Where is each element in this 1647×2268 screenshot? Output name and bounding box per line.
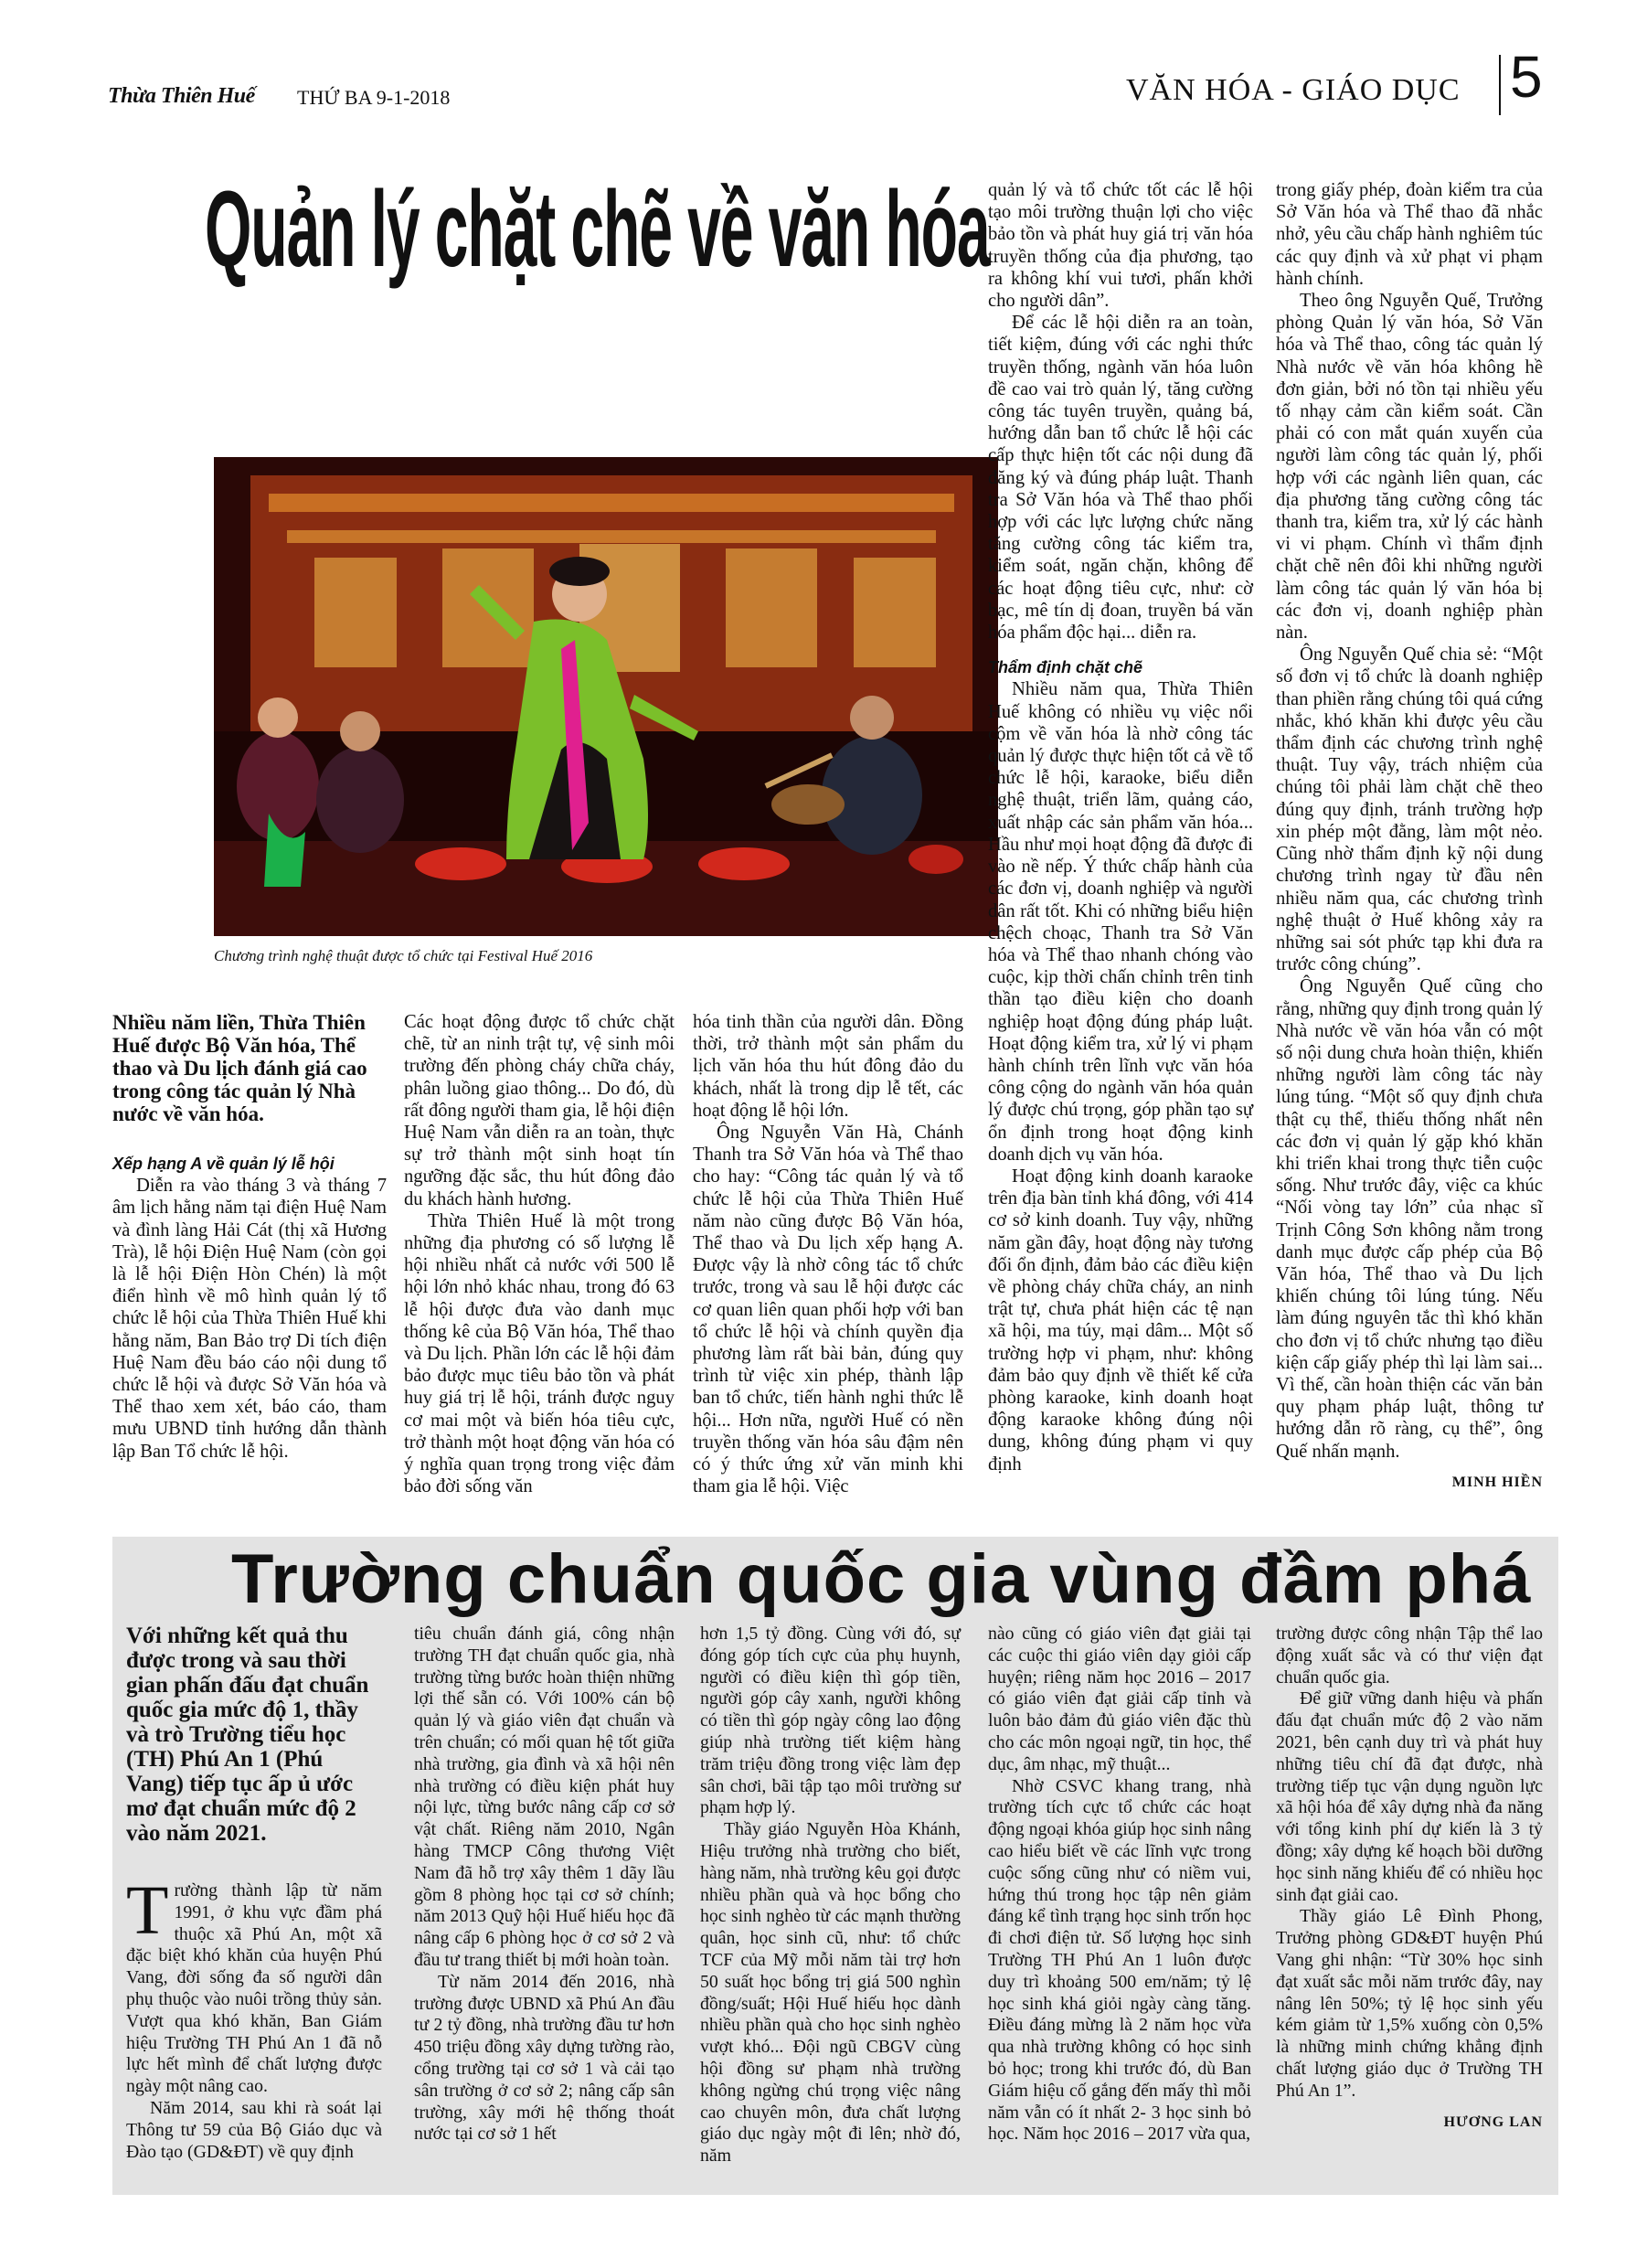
article1-headline: Quản lý chặt chẽ về văn hóa: [205, 169, 990, 290]
article1-column-3: [693, 1011, 963, 1497]
article1-byline: MINH HIỀN: [1451, 1474, 1543, 1490]
article2-paragraph: Từ năm 2014 đến 2016, nhà trường được UBND xã Phú An đầu tư 2 tỷ đồng, nhà trường đầu tư hơn 450 triệu đồng xây dựng tường rào, cổng trường tại cơ sở 1 và cải tạo sân trường ở cơ sở 2; nâng cấp sân trường, xây mới hệ thống thoát nước tại cơ sở 1 hết: [414, 1971, 675, 2145]
dropcap: T: [126, 1872, 169, 1949]
article2-paragraph: hơn 1,5 tỷ đồng. Cùng với đó, sự đóng góp tích cực của phụ huynh, người có điều kiện thì góp tiền, người góp cây xanh, người không có tiền thì góp ngày công lao động giúp nhà trường tiết kiệm hàng trăm triệu đồng trong việc làm đẹp sân chơi, bãi tập tạo môi trường sư phạm hợp lý.: [700, 1624, 961, 1818]
article1-paragraph: hóa tinh thần của người dân. Đồng thời, trở thành một sản phẩm du lịch văn hóa thu hút đông đảo du khách, nhất là trong dịp lễ tết, các hoạt động lễ hội lớn.: [693, 1012, 963, 1121]
article2-paragraph: nào cũng có giáo viên đạt giải tại các cuộc thi giáo viên dạy giỏi cấp huyện; riêng năm học 2016 – 2017 có giáo viên đạt giải cấp tỉnh và luôn bảo đảm đủ giáo viên đặc thù cho các môn ngoại ngữ, tin học, thể dục, âm nhạc, mỹ thuật...: [988, 1624, 1251, 1774]
article1-paragraph: trong giấy phép, đoàn kiểm tra của Sở Văn hóa và Thể thao đã nhắc nhở, yêu cầu chấp hành nghiêm túc các quy định và xử phạt vi phạm hành chính.: [1276, 180, 1543, 289]
article2-paragraph: Năm 2014, sau khi rà soát lại Thông tư 59 của Bộ Giáo dục và Đào tạo (GD&ĐT) về quy định: [126, 2097, 382, 2162]
article1-column-2: [404, 1011, 675, 1497]
article2-paragraph: trường được công nhận Tập thể lao động xuất sắc và có thư viện đạt chuẩn quốc gia.: [1276, 1624, 1543, 1688]
article1-paragraph: Thừa Thiên Huế là một trong những địa phương có số lượng lễ hội nhiều nhất cả nước với 500 lễ hội lớn nhỏ khác nhau, trong đó 63 lễ hội được đưa vào danh mục thống kê của Bộ Văn hóa, Thể thao và Du lịch. Phần lớn các lễ hội đảm bảo được mục tiêu bảo tồn và phát huy giá trị lễ hội, tránh được nguy cơ mai một và biến hóa tiêu cực, trở thành một hoạt động văn hóa có ý nghĩa quan trọng trong việc đảm bảo đời sống văn: [404, 1210, 675, 1497]
article1-paragraph: quản lý và tổ chức tốt các lễ hội tạo môi trường thuận lợi cho việc bảo tồn và phát huy giá trị văn hóa truyền thống của địa phương, tạo ra không khí vui tươi, phấn khởi cho người dân”.: [988, 180, 1253, 312]
article2-paragraph: Nhờ CSVC khang trang, nhà trường tích cực tổ chức các hoạt động ngoại khóa giúp học sinh nâng cao hiểu biết về các lĩnh vực trong cuộc sống cũng như có niềm vui, hứng thú trong học tập nên giảm đáng kể tình trạng học sinh trốn học đi chơi điện tử. Số lượng học sinh Trường TH Phú An 1 luôn được duy trì khoảng 500 em/năm; tỷ lệ học sinh khá giỏi ngày càng tăng. Điều đáng mừng là 2 năm học vừa qua nhà trường không có học sinh bỏ học; trong khi trước đó, dù Ban Giám hiệu cố gắng đến mấy thì mỗi năm vẫn có ít nhất 2- 3 học sinh bỏ học. Năm học 2016 – 2017 vừa qua,: [988, 1775, 1251, 2145]
article1-paragraph: Ông Nguyễn Quế cũng cho rằng, những quy định trong quản lý Nhà nước về văn hóa vẫn có một số nội dung chưa hoàn thiện, khiến những người làm công tác này lúng túng. “Một số quy định chưa thật cụ thể, thiếu thống nhất nên các đơn vị quản lý gặp khó khăn khi triển khai trong thực tiễn cuộc sống. Như trước đây, việc ca khúc “Nối vòng tay lớn” của nhạc sĩ Trịnh Công Sơn không nằm trong danh mục được cấp phép của Bộ Văn hóa, Thể thao và Du lịch khiến chúng tôi lúng túng. Nếu làm đúng nguyên tắc thì khó khăn cho đơn vị tổ chức nhưng tạo điều kiện cấp giấy phép thì lại làm sai... Vì thế, cần hoàn thiện các văn bản quy phạm pháp luật, thông tư hướng dẫn rõ ràng, cụ thể”, ông Quế nhấn mạnh.: [1276, 976, 1544, 1462]
article1-paragraph: Hoạt động kinh doanh karaoke trên địa bàn tỉnh khá đông, với 414 cơ sở kinh doanh. Tuy vậy, những năm gần đây, hoạt động này tương đối ổn định, đảm bảo các điều kiện về phòng cháy chữa cháy, an ninh trật tự, chưa phát hiện các tệ nạn xã hội, ma túy, mại dâm... Một số trường hợp vi phạm, như: không đảm bảo quy định về thiết kế cửa phòng karaoke, kinh doanh hoạt động karaoke không đúng nội dung, không đúng phạm vi quy định: [988, 1166, 1253, 1475]
article1-paragraph: Để các lễ hội diễn ra an toàn, tiết kiệm, đúng với các nghi thức truyền thống, ngành văn hóa luôn đề cao vai trò quản lý, tăng cường công tác tuyên truyền, quảng bá, hướng dẫn ban tổ chức lễ hội các cấp thực hiện tốt các nội dung đã đăng ký và đúng pháp luật. Thanh tra Sở Văn hóa và Thể thao phối hợp với các lực lượng chức năng tăng cường công tác kiểm tra, kiểm soát, ngăn chặn, không để các hoạt động tiêu cực, như: cờ bạc, mê tín dị đoan, truyền bá văn hóa phẩm độc hại... diễn ra.: [988, 313, 1253, 644]
article1-column-4: [988, 179, 1253, 1475]
issue-date: THỨ BA 9-1-2018: [297, 86, 451, 109]
article1-subhead-1: Xếp hạng A về quản lý lễ hội: [112, 1155, 335, 1173]
article1-paragraph: Ông Nguyễn Quế chia sẻ: “Một số đơn vị tổ chức là doanh nghiệp than phiền rằng chúng tôi quá cứng nhắc, khó khăn khi được yêu cầu thẩm định các chương trình nghệ thuật. Tuy vậy, trách nhiệm của chúng tôi phải làm chặt chẽ theo đúng quy định, tránh trường hợp xin phép một đằng, làm một nẻo. Cũng nhờ thẩm định kỹ nội dung chương trình ngay từ đầu nên nhiều năm qua, các chương trình nghệ thuật ở Huế không xảy ra những sai sót phức tạp khi đưa ra trước công chúng”.: [1276, 644, 1543, 975]
article2-paragraph: Thầy giáo Nguyễn Hòa Khánh, Hiệu trưởng nhà trường cho biết, hàng năm, nhà trường kêu gọi được nhiều phần quà và học bổng cho học sinh nghèo từ các mạnh thường quân, học sinh cũ, như: tổ chức TCF của Mỹ mỗi năm tài trợ hơn 50 suất học bổng trị giá 500 nghìn đồng/suất; Hội Huế hiếu học dành nhiều phần quà cho học sinh nghèo vượt khó... Đội ngũ CBGV cùng hội đồng sư phạm nhà trường không ngừng chú trọng việc nâng cao chuyên môn, đưa chất lượng giáo dục ngày một đi lên; nhờ đó, năm: [700, 1819, 961, 2167]
festival-performance-photo: [214, 457, 998, 936]
article1-lede: Nhiều năm liền, Thừa Thiên Huế được Bộ Văn hóa, Thể thao và Du lịch đánh giá cao trong công tác quản lý Nhà nước về văn hóa.: [112, 1011, 367, 1125]
article2-column-4: [988, 1624, 1251, 2146]
photo-caption: Chương trình nghệ thuật được tổ chức tại Festival Huế 2016: [214, 947, 593, 964]
page-number: 5: [1510, 44, 1543, 110]
article2-paragraph: tiêu chuẩn đánh giá, công nhận trường TH đạt chuẩn quốc gia, nhà trường từng bước hoàn thiện những lợi thế sẵn có. Với 100% cán bộ quản lý và giáo viên đạt chuẩn và trên chuẩn; có mối quan hệ tốt giữa nhà trường, gia đình và xã hội nên nhà trường có điều kiện phát huy nội lực, từng bước nâng cấp cơ sở vật chất. Riêng năm 2010, Ngân hàng TMCP Công thương Việt Nam đã hỗ trợ xây thêm 1 dãy lầu gồm 8 phòng học tại cơ sở chính; năm 2013 Quỹ hội Huế hiếu học đã nâng cấp 6 phòng học ở cơ sở 2 và đầu tư trang thiết bị mới hoàn toàn.: [414, 1624, 675, 1970]
article1-paragraph: Ông Nguyễn Văn Hà, Chánh Thanh tra Sở Văn hóa và Thể thao cho hay: “Công tác quản lý và tổ chức lễ hội của Thừa Thiên Huế năm nào cũng được Bộ Văn hóa, Thể thao và Du lịch xếp hạng A. Được vậy là nhờ công tác tổ chức trước, trong và sau lễ hội được các cơ quan liên quan phối hợp với ban tổ chức lễ hội và chính quyền địa phương làm rất bài bản, đúng quy trình từ việc xin phép, thành lập ban tổ chức, tiến hành nghi thức lễ hội... Hơn nữa, người Huế có nền truyền thống văn hóa sâu đậm nên có ý thức ứng xử văn minh khi tham gia lễ hội. Việc: [693, 1123, 963, 1497]
article2-paragraph: Để giữ vững danh hiệu và phấn đấu đạt chuẩn mức độ 2 vào năm 2021, bên cạnh duy trì và phát huy những tiêu chí đã đạt được, nhà trường tiếp tục vận dụng nguồn lực xã hội hóa để xây dựng nhà đa năng với tổng kinh phí dự kiến là 3 tỷ đồng; xây dựng kế hoạch bồi dưỡng học sinh năng khiếu để có nhiều học sinh đạt giải cao.: [1276, 1688, 1543, 1905]
section-title: VĂN HÓA - GIÁO DỤC: [1126, 73, 1461, 107]
article1-subhead-2: Thẩm định chặt chẽ: [988, 658, 1143, 677]
article2-column-1: [126, 1624, 382, 2163]
article1-paragraph: Nhiều năm qua, Thừa Thiên Huế không có nhiều vụ việc nổi cộm về văn hóa là nhờ công tác quản lý được thực hiện tốt cả về tổ chức lễ hội, karaoke, biểu diễn nghệ thuật, triển lãm, quảng cáo, xuất nhập các sản phẩm văn hóa... Hầu như mọi hoạt động đã được đi vào nề nếp. Ý thức chấp hành của các đơn vị, doanh nghiệp và người dân rất tốt. Khi có những biểu hiện chệch choạc, Thanh tra Sở Văn hóa và Thể thao nhanh chóng vào cuộc, kịp thời chấn chỉnh trên tinh thần tạo điều kiện cho doanh nghiệp hoạt động đúng pháp luật. Hoạt động kiểm tra, xử lý vi phạm hành chính trên lĩnh vực văn hóa công cộng do ngành văn hóa quản lý được chú trọng, góp phần tạo sự ổn định trong hoạt động kinh doanh dịch vụ văn hóa.: [988, 679, 1253, 1165]
article2-byline: HƯƠNG LAN: [1443, 2114, 1543, 2130]
article2-lede: Với những kết quả thu được trong và sau thời gian phấn đấu đạt chuẩn quốc gia mức độ 1, thầy và trò Trường tiểu học (TH) Phú An 1 (Phú Vang) tiếp tục ấp ủ ước mơ đạt chuẩn mức độ 2 vào năm 2021.: [126, 1624, 369, 1846]
article2-headline: Trường chuẩn quốc gia vùng đầm phá: [231, 1540, 1532, 1618]
article2-paragraph: Trường thành lập từ năm 1991, ở khu vực đầm phá thuộc xã Phú An, một xã đặc biệt khó khăn của huyện Phú Vang, đời sống đa số người dân phụ thuộc vào nuôi trồng thủy sản. Vượt qua khó khăn, Ban Giám hiệu Trường TH Phú An 1 đã nỗ lực hết mình để chất lượng được ngày một nâng cao.: [126, 1872, 382, 2097]
article1-paragraph: Các hoạt động được tổ chức chặt chẽ, từ an ninh trật tự, vệ sinh môi trường đến phòng cháy chữa cháy, phân luồng giao thông... Do đó, dù rất đông người tham gia, lễ hội điện Huệ Nam vẫn diễn ra an toàn, thực sự trở thành một sinh hoạt tín ngưỡng đặc sắc, thu hút đông đảo du khách hành hương.: [404, 1012, 675, 1209]
article2-column-5: [1276, 1624, 1543, 2133]
article1-paragraph: Theo ông Nguyễn Quế, Trưởng phòng Quản lý văn hóa, Sở Văn hóa và Thể thao, công tác quản lý Nhà nước về văn hóa không hề đơn giản, bởi nó tồn tại nhiều yếu tố nhạy cảm cần kiểm soát. Cần phải có con mắt quán xuyến của người làm công tác quản lý, phối hợp với các ngành liên quan, các địa phương tăng cường công tác thanh tra, kiểm tra, xử lý các hành vi vi phạm. Chính vì thẩm định chặt chẽ nên đôi khi những người làm công tác quản lý văn hóa bị các đơn vị, doanh nghiệp phàn nàn.: [1276, 291, 1543, 644]
article1-paragraph: Diễn ra vào tháng 3 và tháng 7 âm lịch hằng năm tại điện Huệ Nam và đình làng Hải Cát (thị xã Hương Trà), lễ hội Điện Huệ Nam (còn gọi là lễ hội Điện Hòn Chén) là một điển hình về mô hình quản lý tổ chức lễ hội của Thừa Thiên Huế khi hằng năm, Ban Bảo trợ Di tích điện Huệ Nam đều báo cáo nội dung tổ chức lễ hội và được Sở Văn hóa và Thể thao xem xét, báo cáo, tham mưu UBND tỉnh hướng dẫn thành lập Ban Tổ chức lễ hội.: [112, 1176, 387, 1462]
header-divider: [1499, 55, 1501, 115]
article1-column-1: [112, 1011, 387, 1463]
article2-column-3: [700, 1624, 961, 2167]
publication-name: Thừa Thiên Huế: [108, 84, 255, 108]
article2-column-2: [414, 1624, 675, 2146]
article1-column-5: [1276, 179, 1543, 1494]
article2-paragraph: Thầy giáo Lê Đình Phong, Trưởng phòng GD&ĐT huyện Phú Vang ghi nhận: “Từ 30% học sinh đạt xuất sắc mỗi năm trước đây, nay nâng lên 50%; tỷ lệ học sinh yếu kém giảm từ 1,5% xuống còn 0,5% là những minh chứng khẳng định chất lượng giáo dục ở Trường TH Phú An 1”.: [1276, 1906, 1543, 2101]
